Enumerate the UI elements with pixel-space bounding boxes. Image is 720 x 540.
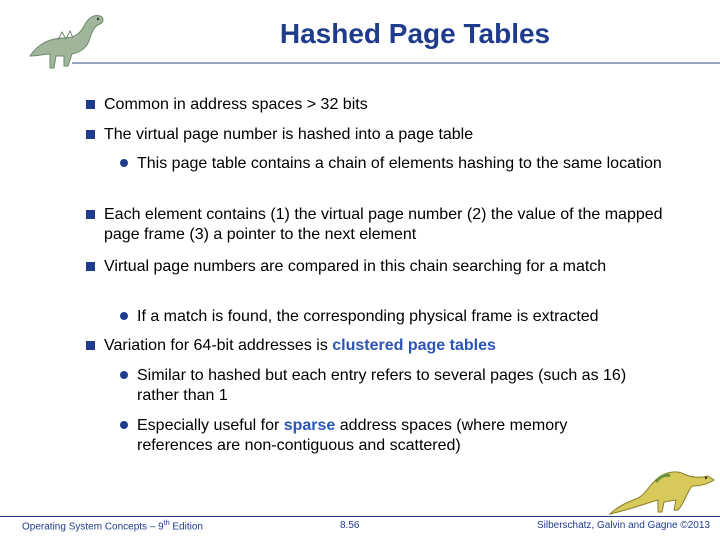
sub-text-after: address spaces (where memory references are non-contiguous and scattered) [137,417,568,454]
sub-text-before: Especially useful for [137,417,284,434]
sub-bullet-dot-icon [120,421,128,429]
bullet-square-icon [86,341,95,350]
sub-bullet-dot-icon [120,159,128,167]
footer-book-title [22,520,203,532]
highlight-term: sparse [283,417,336,434]
bullet-square-icon [86,262,95,271]
bullet-square-icon [86,130,95,139]
footer-copyright: Silberschatz, Galvin and Gagne ©2013 [536,520,710,531]
sub-bullet-dot-icon [120,371,128,379]
title-divider [72,62,720,64]
sub-bullet-text: If a match is found, the corresponding physical frame is extracted [137,308,599,325]
bullet-text: Virtual page numbers are compared in this chain searching for a match [104,258,607,275]
bullet-text: Common in address spaces > 32 bits [104,96,368,113]
bullet-text: The virtual page number is hashed into a page table [104,126,474,143]
sub-bullet-dot-icon [120,312,128,320]
sub-bullet-text: Similar to hashed but each entry refers to several pages (such as 16) rather than 1 [137,367,627,404]
footer-book-tail: Edition [169,521,203,533]
dinosaur-logo-icon [604,448,720,518]
sub-bullet-text [137,416,637,456]
footer-book-text: Operating System Concepts – 9 [22,521,164,533]
highlight-term: clustered page tables [332,337,496,354]
bullet-square-icon [86,210,95,219]
bullet-text-before: Variation for 64-bit addresses is [104,337,333,354]
bullet-square-icon [86,100,95,109]
bullet-text [104,336,684,356]
footer-divider [0,516,720,517]
sub-bullet-text: This page table contains a chain of elements hashing to the same location [137,155,662,172]
bullet-text: Each element contains (1) the virtual page number (2) the value of the mapped page frame (3) a pointer to the next element [104,206,663,243]
footer-book-sup: th [163,520,170,527]
footer-page-number: 8.56 [340,520,360,531]
slide-title: Hashed Page Tables [279,18,551,49]
